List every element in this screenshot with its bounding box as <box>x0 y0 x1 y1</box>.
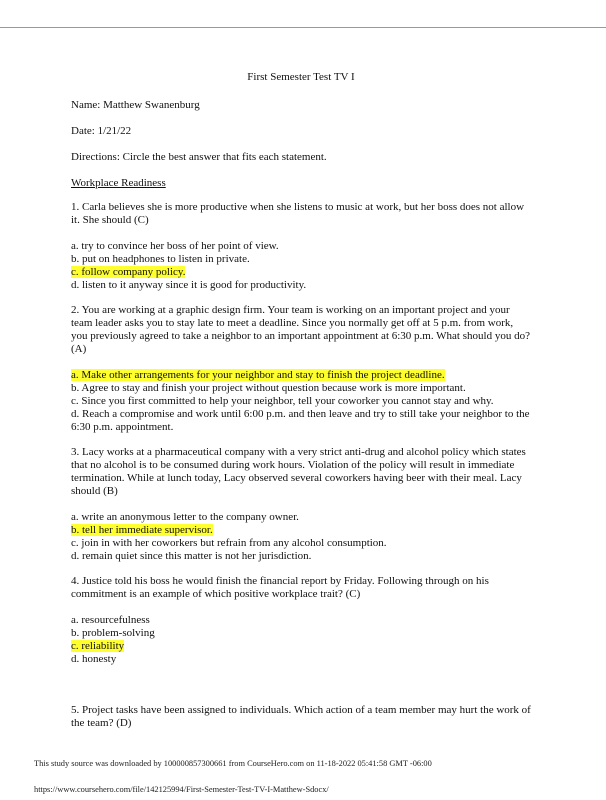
answer-option-highlighted <box>71 369 531 382</box>
option-text: a. Make other arrangements for your neighbor and stay to finish the project deadline. <box>71 369 445 381</box>
answer-option-highlighted <box>71 640 531 653</box>
answer-option <box>71 511 531 524</box>
source-url: https://www.coursehero.com/file/142125994/First-Semester-Test-TV-I-Matthew-Sdocx/ <box>34 785 329 794</box>
option-text: d. remain quiet since this matter is not her jurisdiction. <box>71 550 312 562</box>
answer-option <box>71 395 531 408</box>
question-4 <box>71 575 531 666</box>
option-text: b. problem-solving <box>71 627 155 639</box>
spacer <box>71 678 531 704</box>
answer-option <box>71 279 531 292</box>
answer-option-highlighted <box>71 524 531 537</box>
directions-text: Directions: Circle the best answer that fits each statement. <box>71 151 327 163</box>
section-heading: Workplace Readiness <box>71 177 166 189</box>
answer-option <box>71 627 531 640</box>
option-text: c. Since you first committed to help your neighbor, tell your coworker you cannot stay and why. <box>71 395 494 407</box>
answer-option-highlighted <box>71 266 531 279</box>
question-text: 5. Project tasks have been assigned to individuals. Which action of a team member may hurt the work of the team? (D) <box>71 704 531 729</box>
question-5 <box>71 704 531 730</box>
option-text: a. try to convince her boss of her point of view. <box>71 240 279 252</box>
name-field: Name: Matthew Swanenburg <box>71 99 200 111</box>
question-text: 4. Justice told his boss he would finish the financial report by Friday. Following through on his commitment is an example of which positive workplace trait? (C) <box>71 575 489 600</box>
option-text: b. Agree to stay and finish your project without question because work is more important. <box>71 382 466 394</box>
answer-option <box>71 653 531 666</box>
answer-option <box>71 253 531 266</box>
option-text: d. listen to it anyway since it is good for productivity. <box>71 279 307 291</box>
answer-option <box>71 408 531 434</box>
option-text: b. put on headphones to listen in private. <box>71 253 250 265</box>
option-text: c. follow company policy. <box>71 266 186 278</box>
option-text: c. reliability <box>71 640 125 652</box>
option-text: d. Reach a compromise and work until 6:00 p.m. and then leave and try to still take your neighbor to the 6:30 p.m. appointment. <box>71 408 530 433</box>
download-notice: This study source was downloaded by 100000857300661 from CourseHero.com on 11-18-2022 05:41:58 GMT -06:00 <box>34 759 432 768</box>
option-text: a. write an anonymous letter to the company owner. <box>71 511 299 523</box>
answer-option <box>71 240 531 253</box>
question-text: 2. You are working at a graphic design firm. Your team is working on an important project and your team leader asks you to stay late to meet a deadline. Since you normally get off at 5 p.m. from work, you previously agreed to take a neighbor to an important appointment at 6:30 p.m. What should you do? (A) <box>71 304 530 355</box>
answer-option <box>71 382 531 395</box>
option-text: c. join in with her coworkers but refrain from any alcohol consumption. <box>71 537 387 549</box>
top-divider <box>0 27 606 28</box>
date-field: Date: 1/21/22 <box>71 125 132 137</box>
question-1 <box>71 201 531 292</box>
question-2 <box>71 304 531 434</box>
document-page <box>71 71 531 743</box>
option-text: a. resourcefulness <box>71 614 150 626</box>
question-text: 1. Carla believes she is more productive when she listens to music at work, but her boss does not allow it. She should (C) <box>71 201 525 226</box>
document-title: First Semester Test TV I <box>247 71 355 83</box>
answer-option <box>71 537 531 550</box>
answer-option <box>71 614 531 627</box>
option-text: d. honesty <box>71 653 117 665</box>
option-text: b. tell her immediate supervisor. <box>71 524 213 536</box>
question-text: 3. Lacy works at a pharmaceutical company with a very strict anti-drug and alcohol policy which states that no alcohol is to be consumed during work hours. Violation of the policy will result in immediate termination. While at lunch today, Lacy observed several coworkers having beer with their meal. Lacy should (B) <box>71 446 526 497</box>
answer-option <box>71 550 531 563</box>
question-3 <box>71 446 531 563</box>
